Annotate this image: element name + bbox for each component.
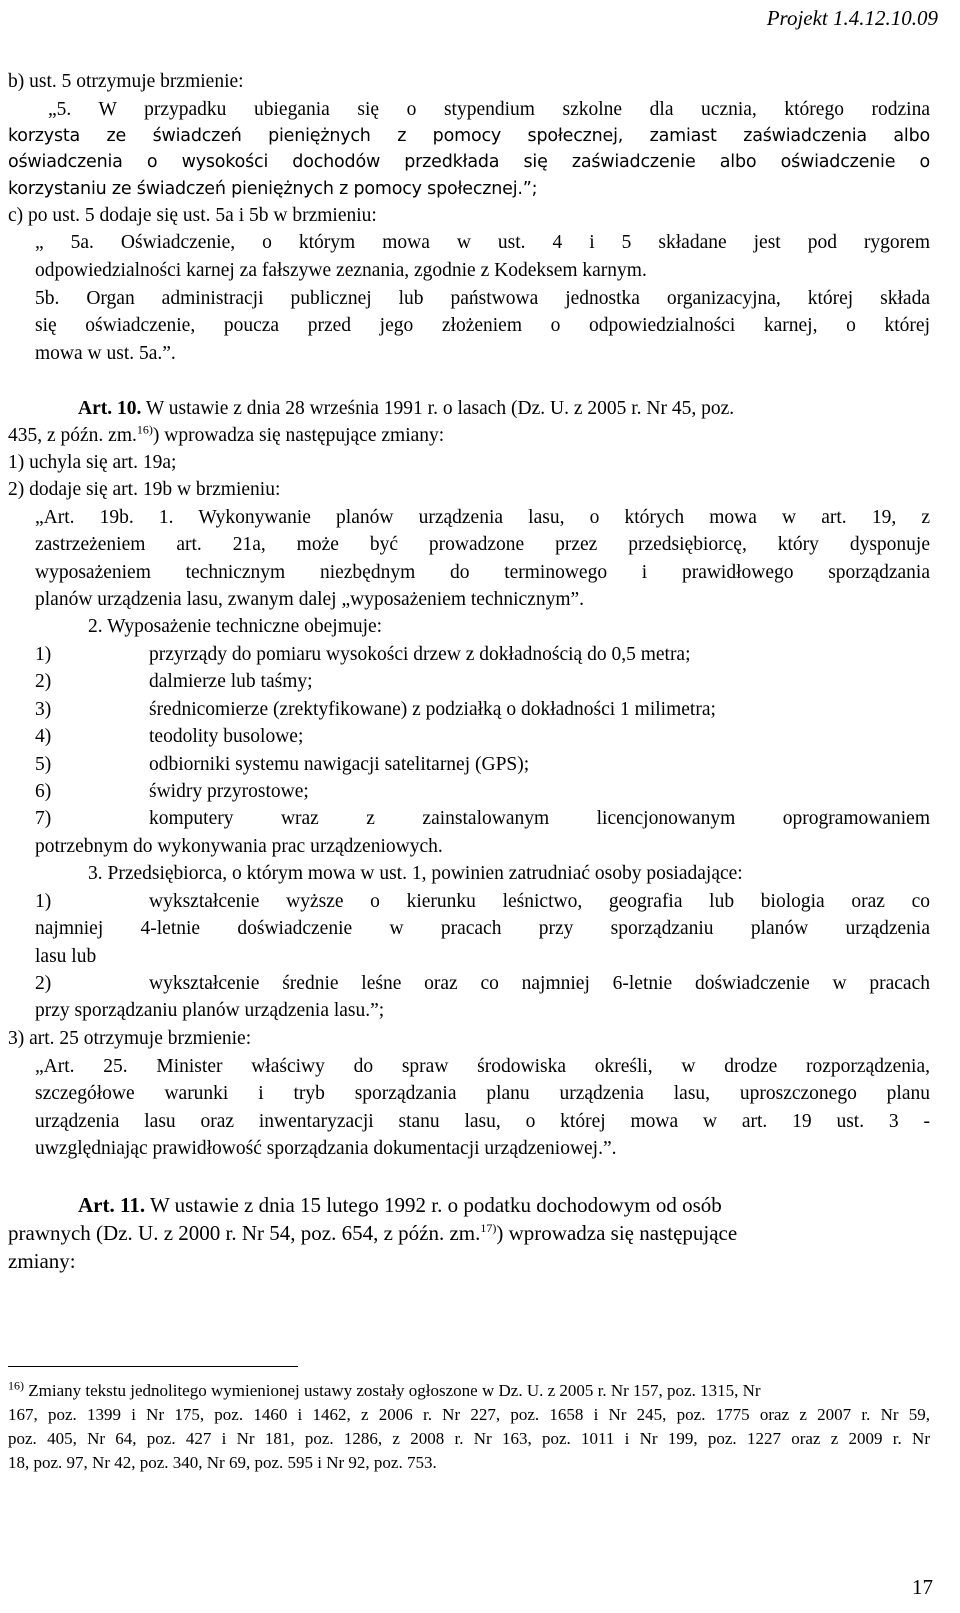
text-fragment: 435, z późn. zm. [8,425,137,446]
list-item-text: średnicomierze (zrektyfikowane) z podziałką o dokładności 1 milimetra; [149,699,716,720]
list-item-text: dalmierze lub taśmy; [149,671,313,692]
text-line: uwzględniając prawidłowość sporządzania dokumentacji urządzeniowej.”. [35,1138,617,1159]
text-line: 1) uchyla się art. 19a; [8,452,177,473]
text-line: zmiany: [8,1249,76,1273]
text-line: korzystaniu ze świadczeń pieniężnych z pomocy społecznej.”; [8,179,538,199]
list-item-number: 2) [35,973,52,994]
text-line: korzysta ze świadczeń pieniężnych z pomocy społecznej, zamiast zaświadczenia albo [8,126,930,146]
text-line: się oświadczenie, poucza przed jego złożeniem o odpowiedzialności karnej, o której [35,315,930,336]
text-line: przy sporządzaniu planów urządzenia lasu.”; [35,1000,385,1021]
footnote-16 [8,1379,761,1402]
list-item-number: 3) [35,699,52,720]
list-item-text: wykształcenie wyższe o kierunku leśnictwo, geografia lub biologia oraz co [149,891,930,912]
footnote-number: 16) [8,1378,24,1393]
text-line: wyposażeniem technicznym niezbędnym do terminowego i prawidłowego sporządzania [35,562,930,583]
text-line: odpowiedzialności karnej za fałszywe zeznania, zgodnie z Kodeksem karnym. [35,260,647,281]
footnote-text-line: poz. 405, Nr 64, poz. 427 i Nr 181, poz. 1286, z 2008 r. Nr 163, poz. 1011 i Nr 199, poz. 1227 oraz z 2009 r. Nr [8,1429,930,1448]
text-line: W ustawie z dnia 28 września 1991 r. o lasach (Dz. U. z 2005 r. Nr 45, poz. [141,398,735,419]
text-line: 3) art. 25 otrzymuje brzmienie: [8,1028,252,1049]
text-fragment: prawnych (Dz. U. z 2000 r. Nr 54, poz. 654, z późn. zm. [8,1221,481,1245]
text-fragment: ) wprowadza się następujące zmiany: [152,425,445,446]
text-line: planów urządzenia lasu, zwanym dalej „wyposażeniem technicznym”. [35,589,585,610]
text-line [8,1220,737,1246]
text-line [8,423,444,449]
text-line: szczegółowe warunki i tryb sporządzania planu urządzenia lasu, uproszczonego planu [35,1083,930,1104]
list-item-number: 2) [35,671,52,692]
text-line: b) ust. 5 otrzymuje brzmienie: [8,71,244,92]
text-line: 3. Przedsiębiorca, o którym mowa w ust. 1, powinien zatrudniać osoby posiadające: [88,863,743,884]
text-line: potrzebnym do wykonywania prac urządzeniowych. [35,836,443,857]
footnote-divider [8,1366,298,1367]
footnote-ref-17: 17) [480,1221,497,1235]
text-line: mowa w ust. 5a.”. [35,343,176,364]
article-10-label: Art. 10. [78,398,142,419]
list-item-number: 5) [35,754,52,775]
text-line: zastrzeżeniem art. 21a, może być prowadzone przez przedsiębiorcę, który dysponuje [35,534,930,555]
list-item-number: 4) [35,726,52,747]
list-item-number: 6) [35,781,52,802]
text-line: urządzenia lasu oraz inwentaryzacji stanu lasu, o której mowa w art. 19 ust. 3 - [35,1111,930,1132]
text-fragment: ) wprowadza się następujące [496,1221,738,1245]
text-line: „ 5a. Oświadczenie, o którym mowa w ust. 4 i 5 składane jest pod rygorem [35,232,930,253]
list-item-text: świdry przyrostowe; [149,781,309,802]
footnote-text-line: 18, poz. 97, Nr 42, poz. 340, Nr 69, poz. 595 i Nr 92, poz. 753. [8,1453,437,1472]
text-line: 5b. Organ administracji publicznej lub państwowa jednostka organizacyjna, której składa [35,288,930,309]
footnote-ref-16: 16) [136,422,153,437]
list-item-text: odbiorniki systemu nawigacji satelitarnej (GPS); [149,754,530,775]
text-line: „5. W przypadku ubiegania się o stypendium szkolne dla ucznia, którego rodzina [48,99,930,120]
text-line: najmniej 4-letnie doświadczenie w pracach przy sporządzaniu planów urządzenia [35,918,930,939]
project-header: Projekt 1.4.12.10.09 [766,6,938,30]
list-item-number: 1) [35,644,52,665]
list-item-number: 1) [35,891,52,912]
page-number: 17 [912,1575,933,1599]
text-line: lasu lub [35,946,97,967]
text-line: c) po ust. 5 dodaje się ust. 5a i 5b w brzmieniu: [8,205,377,226]
text-line: oświadczenia o wysokości dochodów przedkłada się zaświadczenie albo oświadczenie o [8,152,930,172]
list-item-text: wykształcenie średnie leśne oraz co najmniej 6-letnie doświadczenie w pracach [149,973,930,994]
footnote-text-line: 167, poz. 1399 i Nr 175, poz. 1460 i 1462, z 2006 r. Nr 227, poz. 1658 i Nr 245, poz. 1775 oraz z 2007 r. Nr 59, [8,1405,930,1424]
text-line: 2. Wyposażenie techniczne obejmuje: [88,616,383,637]
article-11-heading [78,1192,930,1218]
text-line: „Art. 19b. 1. Wykonywanie planów urządzenia lasu, o których mowa w art. 19, z [35,507,930,528]
text-line: W ustawie z dnia 15 lutego 1992 r. o podatku dochodowym od osób [145,1193,722,1217]
list-item-text: komputery wraz z zainstalowanym licencjonowanym oprogramowaniem [149,808,930,829]
article-11-label: Art. 11. [78,1193,146,1217]
text-line: 2) dodaje się art. 19b w brzmieniu: [8,479,281,500]
list-item-text: teodolity busolowe; [149,726,304,747]
footnote-text: Zmiany tekstu jednolitego wymienionej ustawy zostały ogłoszone w Dz. U. z 2005 r. Nr 157, poz. 1315, Nr [24,1381,761,1400]
list-item-number: 7) [35,808,52,829]
list-item-text: przyrządy do pomiaru wysokości drzew z dokładnością do 0,5 metra; [149,644,691,665]
text-line: „Art. 25. Minister właściwy do spraw środowiska określi, w drodze rozporządzenia, [35,1056,930,1077]
article-10-heading [78,396,930,422]
